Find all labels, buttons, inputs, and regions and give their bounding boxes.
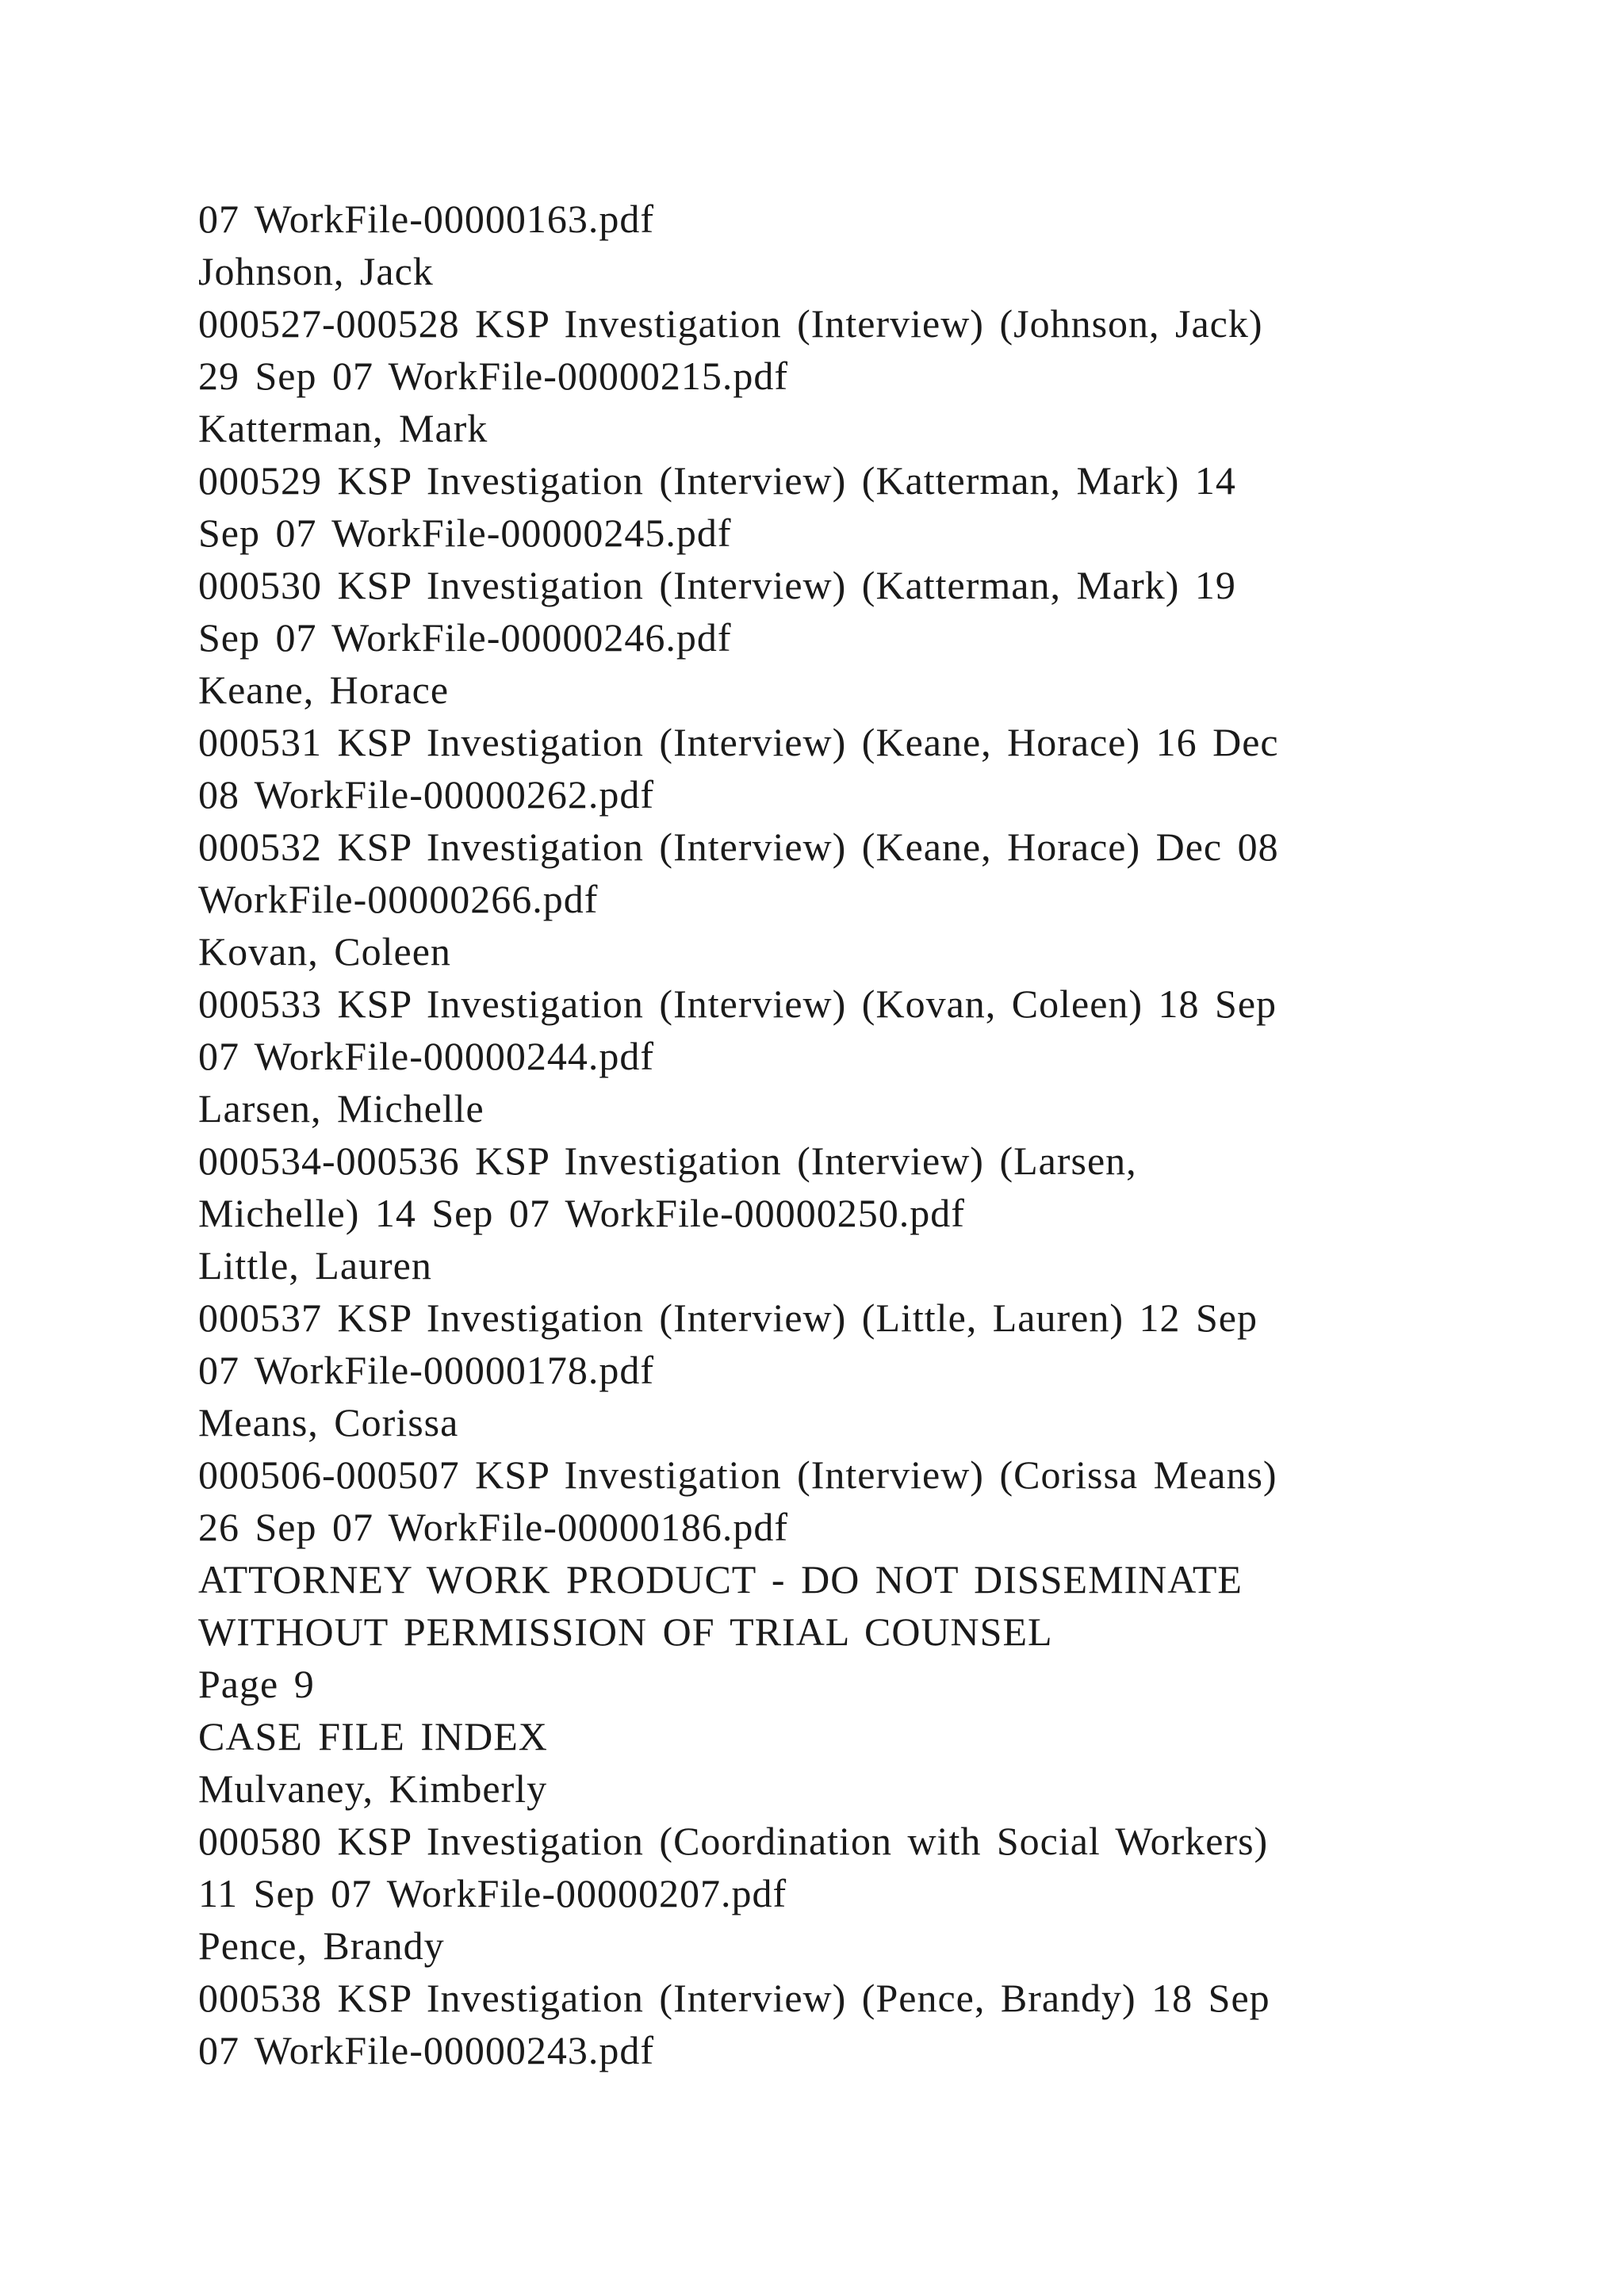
text-line: 000580 KSP Investigation (Coordination with Social Workers) xyxy=(198,1819,1269,1863)
text-line: 29 Sep 07 WorkFile-00000215.pdf xyxy=(198,354,789,398)
footer-notice-line: WITHOUT PERMISSION OF TRIAL COUNSEL xyxy=(198,1609,1053,1654)
text-line: WorkFile-00000266.pdf xyxy=(198,877,599,921)
text-line: Sep 07 WorkFile-00000246.pdf xyxy=(198,615,732,660)
text-line: 11 Sep 07 WorkFile-00000207.pdf xyxy=(198,1871,787,1915)
page-number: Page 9 xyxy=(198,1662,315,1706)
text-line: 07 WorkFile-00000178.pdf xyxy=(198,1348,655,1392)
text-line: 000534-000536 KSP Investigation (Interview) (Larsen, xyxy=(198,1138,1137,1183)
text-line: 07 WorkFile-00000244.pdf xyxy=(198,1034,655,1078)
text-line: Sep 07 WorkFile-00000245.pdf xyxy=(198,511,732,555)
section-heading: CASE FILE INDEX xyxy=(198,1714,548,1758)
text-line: Kovan, Coleen xyxy=(198,929,451,974)
text-line: 000533 KSP Investigation (Interview) (Kovan, Coleen) 18 Sep xyxy=(198,982,1277,1026)
text-line: 000537 KSP Investigation (Interview) (Little, Lauren) 12 Sep xyxy=(198,1295,1258,1340)
text-line: Johnson, Jack xyxy=(198,249,434,293)
text-line: Mulvaney, Kimberly xyxy=(198,1766,548,1811)
text-line: Little, Lauren xyxy=(198,1243,432,1288)
footer-notice-line: ATTORNEY WORK PRODUCT - DO NOT DISSEMINATE xyxy=(198,1557,1243,1601)
text-line: 000529 KSP Investigation (Interview) (Katterman, Mark) 14 xyxy=(198,458,1236,503)
text-line: 07 WorkFile-00000163.pdf xyxy=(198,197,655,241)
text-line: 08 WorkFile-00000262.pdf xyxy=(198,772,655,817)
text-line: 07 WorkFile-00000243.pdf xyxy=(198,2028,655,2072)
text-line: Means, Corissa xyxy=(198,1400,459,1445)
text-line: Katterman, Mark xyxy=(198,406,488,450)
text-line: 26 Sep 07 WorkFile-00000186.pdf xyxy=(198,1505,789,1549)
text-line: 000530 KSP Investigation (Interview) (Katterman, Mark) 19 xyxy=(198,563,1236,607)
text-line: Keane, Horace xyxy=(198,668,450,712)
text-line: 000532 KSP Investigation (Interview) (Keane, Horace) Dec 08 xyxy=(198,825,1279,869)
text-line: 000538 KSP Investigation (Interview) (Pence, Brandy) 18 Sep xyxy=(198,1976,1270,2020)
text-line: Pence, Brandy xyxy=(198,1923,445,1968)
document-text xyxy=(198,193,1435,2076)
text-line: 000506-000507 KSP Investigation (Interview) (Corissa Means) xyxy=(198,1452,1277,1497)
text-line: 000531 KSP Investigation (Interview) (Keane, Horace) 16 Dec xyxy=(198,720,1279,764)
text-line: Michelle) 14 Sep 07 WorkFile-00000250.pdf xyxy=(198,1191,965,1235)
text-line: 000527-000528 KSP Investigation (Interview) (Johnson, Jack) xyxy=(198,301,1263,346)
text-line: Larsen, Michelle xyxy=(198,1086,485,1131)
